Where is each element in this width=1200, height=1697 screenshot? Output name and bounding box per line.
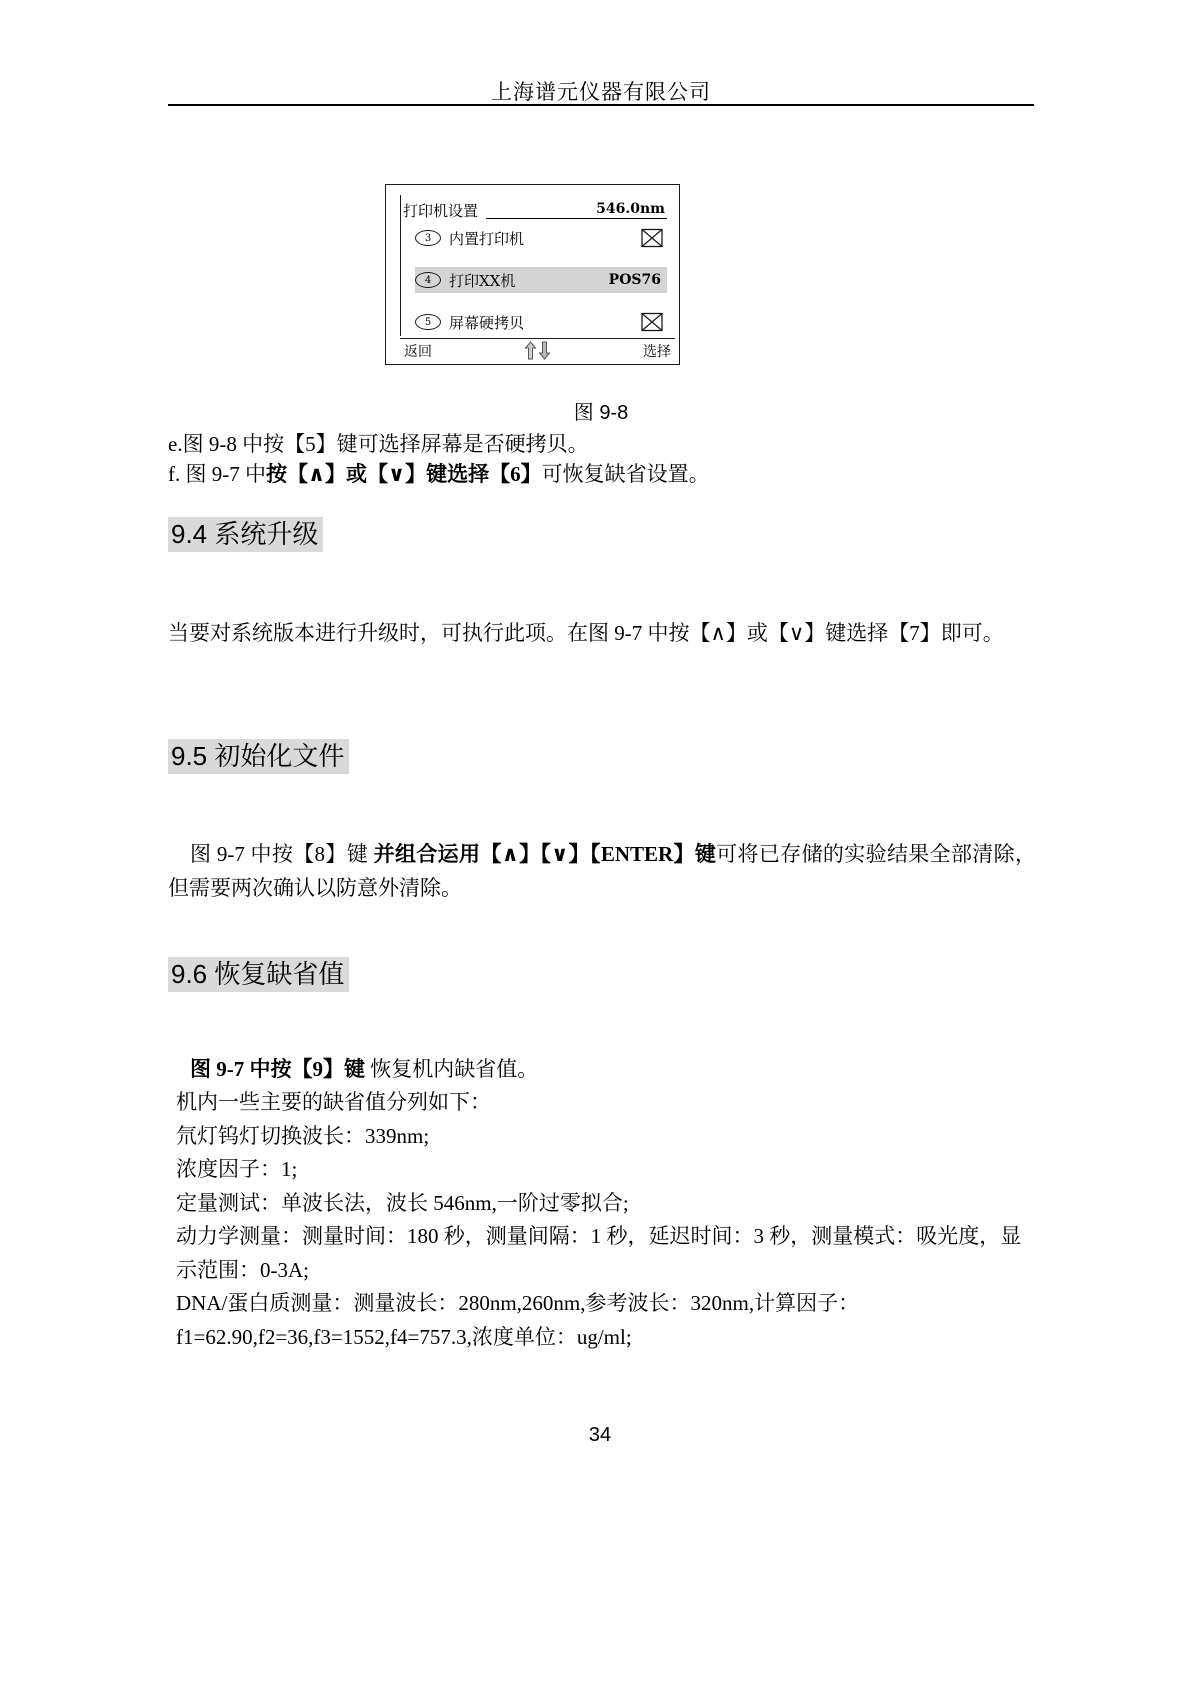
lcd-bottom-bar [400, 338, 675, 362]
note-line-f-pre: f. 图 9-7 中 [168, 462, 266, 486]
section-body-9-4: 当要对系统版本进行升级时，可执行此项。在图 9-7 中按【∧】或【∨】键选择【7】即可。 [168, 621, 1004, 645]
page-number: 34 [588, 1424, 612, 1446]
lcd-wavelength-readout: 546.0nm [486, 201, 667, 219]
section-heading-9-6-text: 9.6 恢复缺省值 [168, 957, 349, 992]
default-values-intro: 机内一些主要的缺省值分列如下： [176, 1090, 491, 1114]
note-line-f-bold: 按【∧】或【∨】键选择【6】 [266, 462, 542, 486]
section-body-9-5-post: 可将已存储的实验结果全部清除，但需要两次确认以防意外清除。 [168, 842, 1036, 900]
lcd-screen-figure [385, 184, 680, 365]
default-value-item: 氘灯钨灯切换波长：339nm; [176, 1123, 430, 1148]
lcd-item-label-internal-printer: 内置打印机 [449, 229, 525, 248]
lcd-item-number-5: 5 [415, 314, 441, 330]
section-body-9-6-pre: 图 9-7 中按【9】键 [190, 1057, 365, 1081]
lcd-item-value-pos76: POS76 [608, 272, 661, 288]
section-heading-9-4-text: 9.4 系统升级 [168, 517, 323, 552]
section-body-9-5-pre: 图 9-7 中按【8】键 [190, 842, 369, 866]
section-body-9-6 [168, 1053, 1036, 1087]
lcd-menu-item-internal-printer[interactable] [415, 225, 667, 251]
note-line-f-post: 可恢复缺省设置。 [541, 462, 710, 486]
section-body-9-6-post: 恢复机内缺省值。 [365, 1057, 539, 1081]
lcd-item-number-4: 4 [415, 272, 441, 288]
lcd-item-label-screen-hardcopy: 屏幕硬拷贝 [449, 313, 525, 332]
lcd-menu-item-external-printer[interactable] [415, 267, 667, 293]
company-name: 上海谱元仪器有限公司 [491, 80, 711, 104]
page-header [168, 76, 1034, 112]
lcd-screen-inner [400, 195, 667, 336]
lcd-screen-title: 打印机设置 [403, 202, 479, 220]
default-value-item: 浓度因子：1; [176, 1157, 298, 1181]
up-down-arrows-icon [524, 341, 551, 360]
default-value-item: 动力学测量：测量时间：180 秒，测量间隔：1 秒，延迟时间：3 秒，测量模式：吸光度，显示范围：0-3A; [176, 1224, 1022, 1282]
default-value-item: DNA/蛋白质测量：测量波长：280nm,260nm,参考波长：320nm,计算因子：f1=62.90,f2=36,f3=1552,f4=757.3,浓度单位：ug/ml; [176, 1291, 860, 1349]
section-heading-9-5-text: 9.5 初始化文件 [168, 739, 349, 774]
lcd-softkey-select[interactable]: 选择 [643, 343, 671, 360]
lcd-item-label-external-printer: 打印XX机 [449, 271, 516, 290]
lcd-softkey-navigate[interactable] [494, 341, 582, 360]
section-body-9-5-bold: 并组合运用【∧】【∨】【ENTER】键 [368, 842, 717, 866]
figure-caption: 图 9-8 [573, 402, 629, 424]
default-values-list [176, 1086, 1036, 1354]
note-line-f [168, 458, 1034, 491]
section-body-9-5 [168, 838, 1036, 905]
section-heading-9-6 [168, 958, 349, 991]
header-divider [168, 104, 1034, 106]
checkbox-x-icon[interactable] [641, 311, 663, 333]
lcd-softkey-back[interactable]: 返回 [404, 343, 432, 360]
lcd-title-row [401, 195, 667, 219]
section-heading-9-4 [168, 518, 323, 551]
lcd-menu-item-screen-hardcopy[interactable] [415, 309, 667, 335]
checkbox-x-icon[interactable] [641, 227, 663, 249]
note-line-e: e.图 9-8 中按【5】键可选择屏幕是否硬拷贝。 [168, 432, 589, 456]
default-value-item: 定量测试：单波长法，波长 546nm,一阶过零拟合; [176, 1190, 629, 1215]
lcd-item-number-3: 3 [415, 230, 441, 246]
section-heading-9-5 [168, 740, 349, 773]
